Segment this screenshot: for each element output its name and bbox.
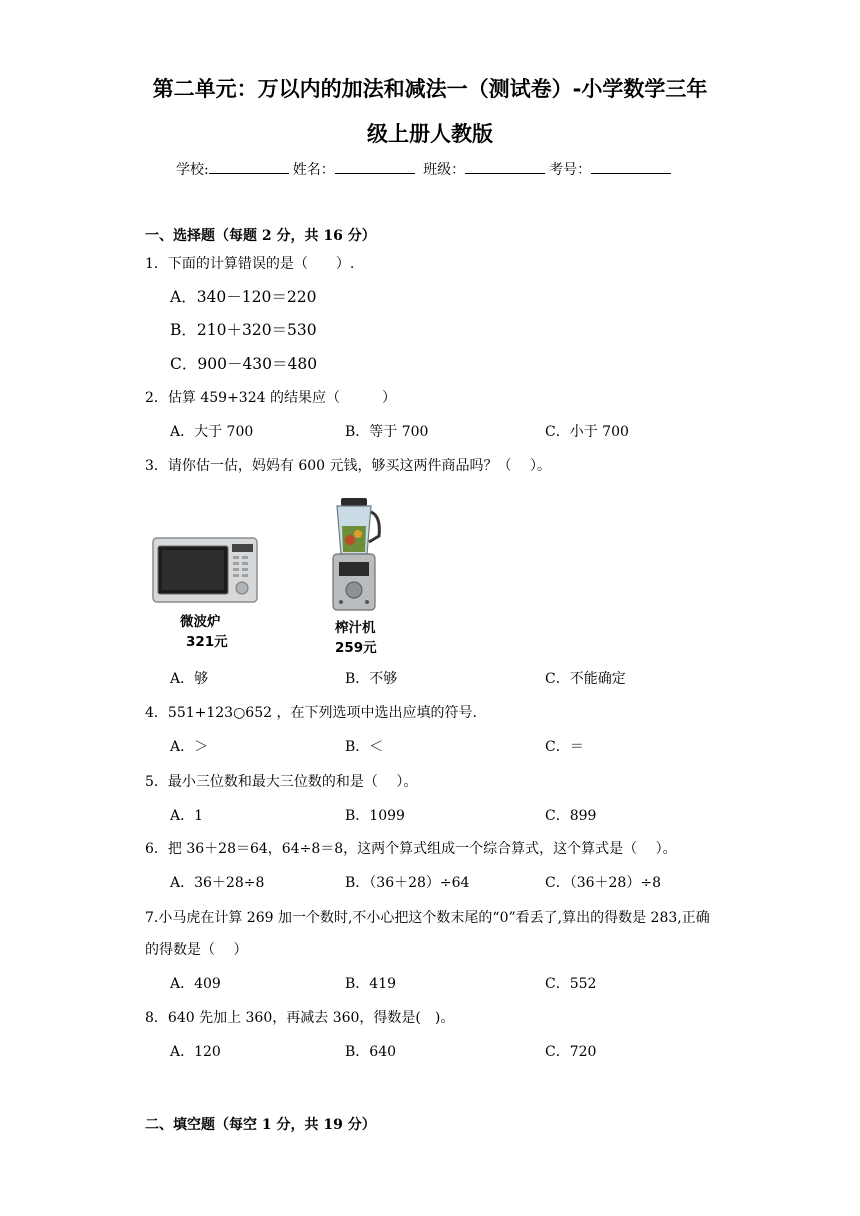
q7-option-a: A．409	[170, 976, 221, 992]
question-6: 6．把 36＋28＝64，64÷8＝8，这两个算式组成一个综合算式，这个算式是（ ）。	[145, 841, 677, 857]
exam-number-label: 考号：	[549, 162, 592, 178]
q2-option-c: C．小于 700	[545, 424, 629, 440]
q2-option-a: A．大于 700	[170, 424, 254, 440]
page-title-line2: 级上册人教版	[367, 122, 493, 146]
class-label: 班级：	[423, 162, 466, 178]
school-label: 学校:	[176, 162, 209, 178]
question-2: 2．估算 459+324 的结果应（ ）	[145, 390, 396, 406]
juicer-price: 259元	[335, 640, 377, 656]
q3-option-b: B．不够	[345, 671, 398, 687]
microwave-name: 微波炉	[180, 614, 221, 630]
q1-option-b: B．210＋320＝530	[170, 321, 317, 339]
q4-option-b: B．＜	[345, 739, 384, 755]
q5-option-a: A．1	[170, 808, 204, 824]
q4-option-a: A．＞	[170, 739, 209, 755]
student-info-row	[176, 159, 675, 180]
question-3: 3．请你估一估，妈妈有 600 元钱，够买这两件商品吗？（ ）。	[145, 458, 551, 474]
q1-option-c: C．900－430＝480	[170, 355, 318, 373]
question-5: 5．最小三位数和最大三位数的和是（ ）。	[145, 774, 418, 790]
q8-option-a: A．120	[170, 1044, 221, 1060]
q1-option-a: A．340－120＝220	[170, 288, 317, 306]
microwave-product	[152, 536, 262, 651]
question-8: 8．640 先加上 360，再减去 360，得数是( )。	[145, 1010, 455, 1026]
q5-option-c: C．899	[545, 808, 597, 824]
q8-option-b: B．640	[345, 1044, 397, 1060]
q5-option-b: B．1099	[345, 808, 405, 824]
juicer-product	[325, 496, 395, 656]
juicer-name: 榨汁机	[335, 620, 376, 636]
juicer-icon	[325, 496, 385, 612]
microwave-price: 321元	[186, 634, 228, 650]
q3-option-a: A．够	[170, 671, 209, 687]
page-title-line1: 第二单元：万以内的加法和减法一（测试卷）-小学数学三年	[152, 77, 708, 101]
exam-number-blank[interactable]	[591, 159, 671, 174]
q6-option-a: A．36＋28÷8	[170, 875, 265, 891]
class-blank[interactable]	[465, 159, 545, 174]
q6-option-b: B．（36＋28）÷64	[345, 875, 470, 891]
question-7: 7.小马虎在计算 269 加一个数时,不小心把这个数末尾的“0”看丢了,算出的得数是 283,正确的得数是（ ）	[145, 910, 710, 958]
section-heading-choice: 一、选择题（每题 2 分，共 16 分）	[145, 228, 376, 244]
q7-option-b: B．419	[345, 976, 397, 992]
school-blank[interactable]	[209, 159, 289, 174]
microwave-icon	[152, 536, 258, 604]
question-1: 1．下面的计算错误的是（ ）.	[145, 256, 355, 272]
q2-option-b: B．等于 700	[345, 424, 429, 440]
name-blank[interactable]	[335, 159, 415, 174]
q3-option-c: C．不能确定	[545, 671, 626, 687]
section-heading-fill: 二、填空题（每空 1 分，共 19 分）	[145, 1117, 376, 1133]
q4-option-c: C．＝	[545, 739, 584, 755]
q7-option-c: C．552	[545, 976, 597, 992]
q8-option-c: C．720	[545, 1044, 597, 1060]
name-label: 姓名：	[292, 162, 335, 178]
q6-option-c: C．（36＋28）÷8	[545, 875, 661, 891]
question-4: 4．551+123○652 ，在下列选项中选出应填的符号.	[145, 705, 477, 721]
